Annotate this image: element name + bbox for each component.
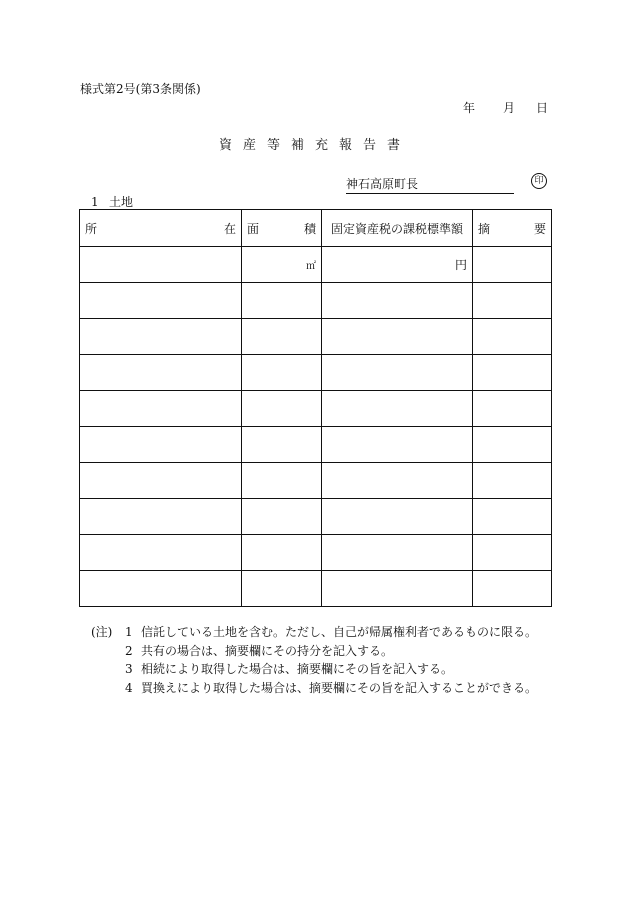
cell-remarks[interactable] xyxy=(473,427,552,463)
table-row xyxy=(80,535,552,571)
table-row xyxy=(80,319,552,355)
cell-remarks[interactable] xyxy=(473,535,552,571)
date-day: 日 xyxy=(536,101,549,115)
cell-area[interactable] xyxy=(242,427,322,463)
header-remarks: 摘 要 xyxy=(473,210,552,247)
form-number: 様式第2号(第3条関係) xyxy=(80,82,201,96)
cell-location[interactable] xyxy=(80,427,242,463)
table-row xyxy=(80,427,552,463)
date-year: 年 xyxy=(463,101,476,115)
cell-location[interactable] xyxy=(80,283,242,319)
cell-location[interactable] xyxy=(80,319,242,355)
document-title: 資産等補充報告書 xyxy=(218,138,411,153)
cell-location[interactable] xyxy=(80,463,242,499)
date-month: 月 xyxy=(503,101,516,115)
cell-area[interactable] xyxy=(242,355,322,391)
section-label: 土地 xyxy=(109,195,134,209)
cell-tax-base[interactable] xyxy=(322,391,473,427)
cell-location[interactable] xyxy=(80,535,242,571)
cell-location[interactable] xyxy=(80,391,242,427)
cell-tax-base[interactable] xyxy=(322,319,473,355)
header-tax-base: 固定資産税の課税標準額 xyxy=(322,210,473,247)
table-row xyxy=(80,391,552,427)
seal-mark: 印 xyxy=(531,173,547,189)
cell-location[interactable] xyxy=(80,355,242,391)
cell-area[interactable] xyxy=(242,499,322,535)
cell-area[interactable] xyxy=(242,391,322,427)
cell-remarks[interactable] xyxy=(473,391,552,427)
table-row xyxy=(80,499,552,535)
section-number: 1 xyxy=(91,195,99,209)
cell-remarks[interactable] xyxy=(473,319,552,355)
cell-tax-base[interactable] xyxy=(322,355,473,391)
header-location: 所 在 xyxy=(80,210,242,247)
cell-tax-base[interactable] xyxy=(322,571,473,607)
land-table xyxy=(79,209,552,607)
cell-area[interactable] xyxy=(242,247,322,283)
cell-location[interactable] xyxy=(80,571,242,607)
section-heading xyxy=(91,193,133,210)
table-row xyxy=(80,463,552,499)
cell-area[interactable] xyxy=(242,283,322,319)
note-2: 2 共有の場合は、摘要欄にその持分を記入する。 xyxy=(125,643,394,658)
cell-remarks[interactable] xyxy=(473,247,552,283)
table-row xyxy=(80,355,552,391)
table-header-row xyxy=(80,210,552,247)
cell-area[interactable] xyxy=(242,463,322,499)
cell-remarks[interactable] xyxy=(473,499,552,535)
cell-tax-base[interactable] xyxy=(322,283,473,319)
cell-remarks[interactable] xyxy=(473,463,552,499)
table-row xyxy=(80,571,552,607)
cell-location[interactable] xyxy=(80,247,242,283)
note-3: 3 相続により取得した場合は、摘要欄にその旨を記入する。 xyxy=(125,662,454,676)
table-row xyxy=(80,283,552,319)
cell-area[interactable] xyxy=(242,571,322,607)
cell-remarks[interactable] xyxy=(473,571,552,607)
cell-remarks[interactable] xyxy=(473,355,552,391)
cell-area[interactable] xyxy=(242,535,322,571)
cell-tax-base[interactable] xyxy=(322,499,473,535)
cell-tax-base[interactable] xyxy=(322,247,473,283)
unit-yen: 円 xyxy=(454,258,467,272)
addressee: 神石高原町長 xyxy=(346,175,514,194)
table-row xyxy=(80,247,552,283)
cell-tax-base[interactable] xyxy=(322,427,473,463)
cell-remarks[interactable] xyxy=(473,283,552,319)
note-4: 4 買換えにより取得した場合は、摘要欄にその旨を記入することができる。 xyxy=(125,680,538,695)
cell-tax-base[interactable] xyxy=(322,463,473,499)
header-area: 面 積 xyxy=(242,210,322,247)
cell-location[interactable] xyxy=(80,499,242,535)
cell-tax-base[interactable] xyxy=(322,535,473,571)
cell-area[interactable] xyxy=(242,319,322,355)
unit-square-meter: ㎡ xyxy=(306,261,316,272)
notes xyxy=(91,623,537,697)
note-1: (注) 1 信託している土地を含む。ただし、自己が帰属権利者であるものに限る。 xyxy=(91,625,538,639)
